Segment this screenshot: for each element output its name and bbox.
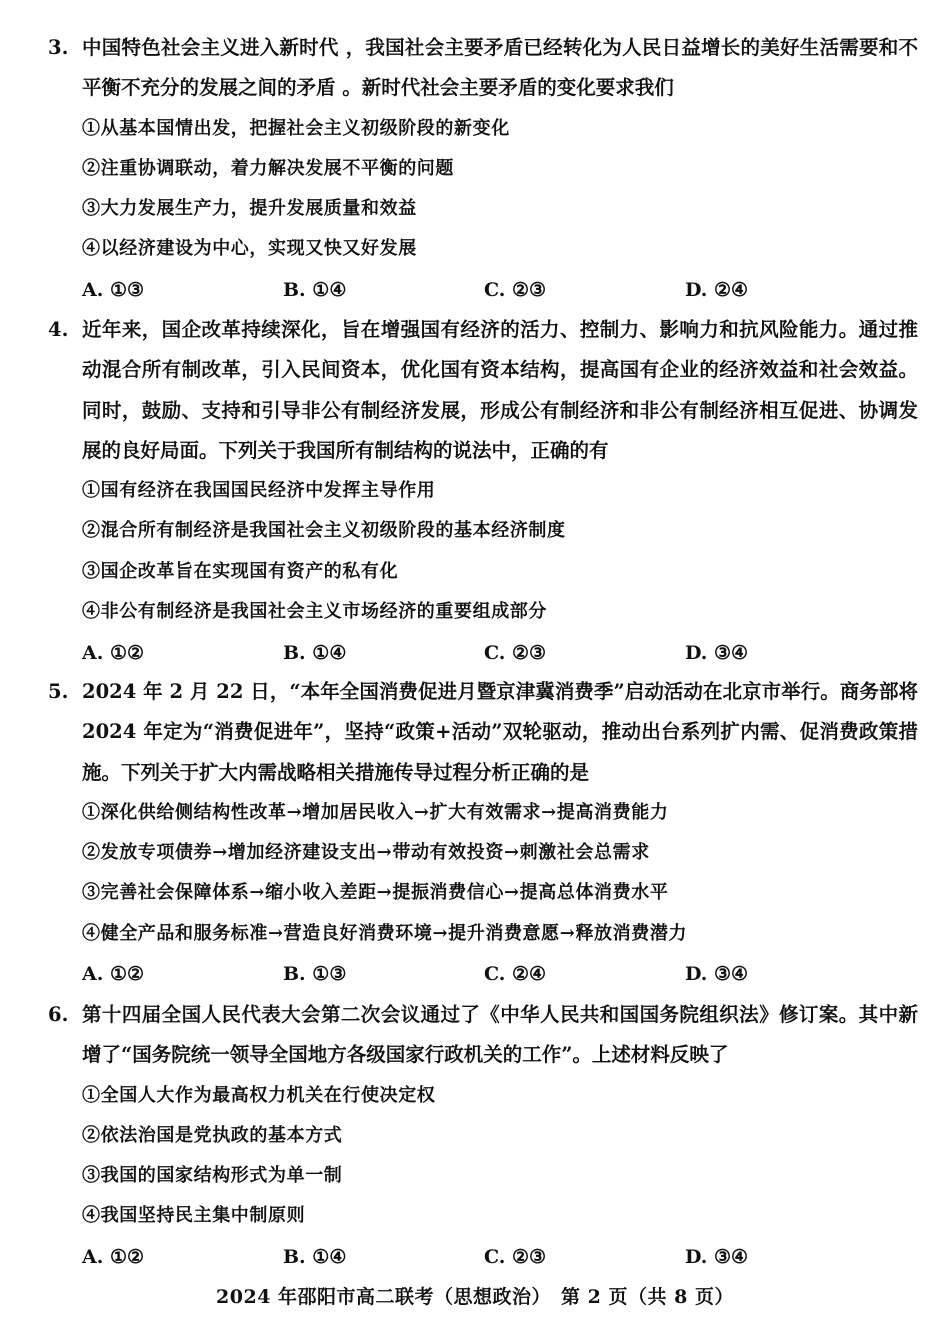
option-c: C. ②③ — [484, 641, 547, 664]
option-d: D. ③④ — [685, 641, 749, 664]
statement-item: ①全国人大作为最高权力机关在行使决定权 — [82, 1084, 436, 1106]
statement-list — [48, 1076, 918, 1237]
option-b: B. ①④ — [283, 1245, 347, 1268]
option-b: B. ①④ — [283, 278, 347, 301]
statement-item: ①国有经济在我国国民经济中发挥主导作用 — [82, 480, 436, 502]
question-stem — [48, 995, 918, 1076]
answer-options — [48, 954, 918, 994]
question-3 — [48, 28, 918, 310]
question-number: 3. — [48, 36, 69, 59]
statement-item: ③完善社会保障体系→缩小收入差距→提振消费信心→提高总体消费水平 — [82, 882, 669, 904]
option-d: D. ③④ — [685, 1245, 749, 1268]
option-c: C. ②③ — [484, 1245, 547, 1268]
option-b: B. ①④ — [283, 641, 347, 664]
question-stem — [48, 28, 918, 109]
question-5 — [48, 672, 918, 994]
statement-list — [48, 471, 918, 632]
answer-options — [48, 632, 918, 672]
option-a: A. ①③ — [82, 278, 145, 301]
statement-item: ④我国坚持民主集中制原则 — [82, 1205, 306, 1227]
option-d: D. ②④ — [685, 278, 749, 301]
answer-options — [48, 270, 918, 310]
question-number: 5. — [48, 680, 69, 703]
option-c: C. ②③ — [484, 278, 547, 301]
question-stem — [48, 672, 918, 793]
question-number: 6. — [48, 1003, 69, 1026]
statement-item: ①从基本国情出发，把握社会主义初级阶段的新变化 — [82, 117, 510, 139]
statement-item: ②混合所有制经济是我国社会主义初级阶段的基本经济制度 — [82, 520, 566, 542]
statement-item: ①深化供给侧结构性改革→增加居民收入→扩大有效需求→提高消费能力 — [82, 801, 669, 823]
option-a: A. ①② — [82, 1245, 145, 1268]
statement-item: ③国企改革旨在实现国有资产的私有化 — [82, 560, 399, 582]
statement-item: ②发放专项债券→增加经济建设支出→带动有效投资→刺激社会总需求 — [82, 842, 650, 864]
statement-item: ③大力发展生产力，提升发展质量和效益 — [82, 198, 417, 220]
question-text: 近年来，国企改革持续深化，旨在增强国有经济的活力、控制力、影响力和抗风险能力。通过推动混合所有制改革，引入民间资本，优化国有资本结构，提高国有企业的经济效益和社会效益。同时，鼓励、支持和引导非公有制经济发展，形成公有制经济和非公有制经济相互促进、协调发展的良好局面。下列关于我国所有制结构的说法中，正确的有 — [82, 318, 918, 462]
statement-item: ②依法治国是党执政的基本方式 — [82, 1124, 343, 1146]
question-text: 中国特色社会主义进入新时代 ，我国社会主要矛盾已经转化为人民日益增长的美好生活需要和不平衡不充分的发展之间的矛盾 。新时代社会主要矛盾的变化要求我们 — [82, 36, 918, 100]
option-b: B. ①③ — [283, 963, 347, 986]
option-d: D. ③④ — [685, 963, 749, 986]
statement-list — [48, 793, 918, 954]
question-text: 2024 年 2 月 22 日，“本年全国消费促进月暨京津冀消费季”启动活动在北京市举行。商务部将 2024 年定为“消费促进年”，坚持“政策+活动”双轮驱动，推动出台系列扩内需、促消费政策措施。下列关于扩大内需战略相关措施传导过程分析正确的是 — [82, 680, 918, 784]
option-a: A. ①② — [82, 641, 145, 664]
page-footer: 2024 年邵阳市高二联考（思想政治） 第 2 页（共 8 页） — [216, 1286, 734, 1308]
statement-item: ④健全产品和服务标准→营造良好消费环境→提升消费意愿→释放消费潜力 — [82, 922, 688, 944]
statement-item: ③我国的国家结构形式为单一制 — [82, 1165, 343, 1187]
question-text: 第十四届全国人民代表大会第二次会议通过了《中华人民共和国国务院组织法》修订案。其中新增了“国务院统一领导全国地方各级国家行政机关的工作”。上述材料反映了 — [82, 1003, 918, 1067]
statement-list — [48, 109, 918, 270]
question-stem — [48, 310, 918, 471]
question-4 — [48, 310, 918, 673]
answer-options — [48, 1237, 918, 1277]
statement-item: ②注重协调联动，着力解决发展不平衡的问题 — [82, 157, 454, 179]
option-a: A. ①② — [82, 963, 145, 986]
statement-item: ④非公有制经济是我国社会主义市场经济的重要组成部分 — [82, 601, 547, 623]
question-number: 4. — [48, 318, 69, 341]
option-c: C. ②④ — [484, 963, 547, 986]
statement-item: ④以经济建设为中心，实现又快又好发展 — [82, 238, 417, 260]
question-6 — [48, 995, 918, 1277]
